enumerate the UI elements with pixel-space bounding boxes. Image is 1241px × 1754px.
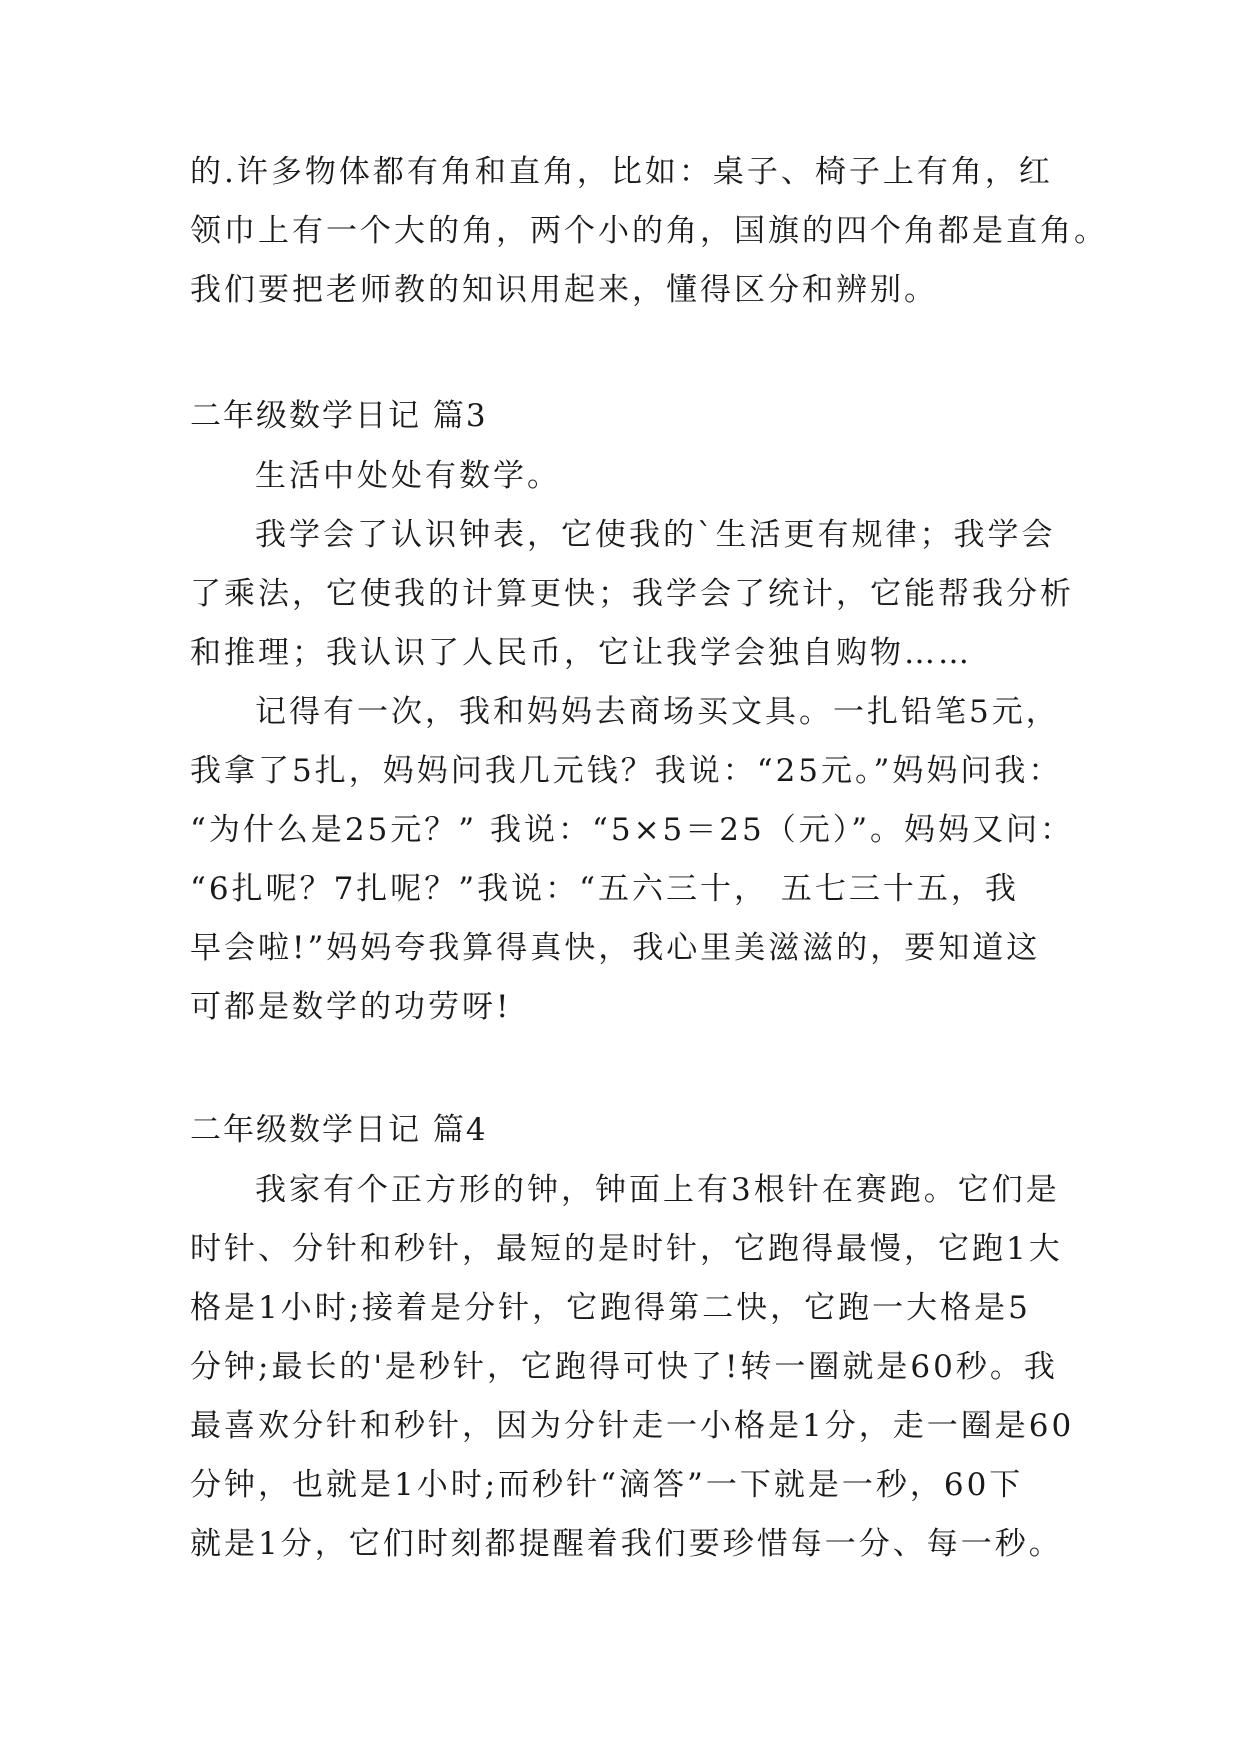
paragraph-line: “6扎呢？7扎呢？”我说：“五六三十， 五七三十五，我 — [190, 871, 1019, 907]
paragraph-line: 最喜欢分针和秒针，因为分针走一小格是1分，走一圈是60 — [190, 1408, 1075, 1444]
paragraph-line: 我学会了认识钟表，它使我的`生活更有规律；我学会 — [255, 517, 1056, 553]
paragraph-line: 记得有一次，我和妈妈去商场买文具。一扎铅笔5元， — [255, 694, 1060, 730]
paragraph-line: 领巾上有一个大的角，两个小的角，国旗的四个角都是直角。 — [190, 213, 1108, 249]
paragraph-line: “为什么是25元？” 我说：“5×5＝25（元）”。妈妈又问： — [190, 812, 1075, 848]
paragraph-line: 的.许多物体都有角和直角，比如：桌子、椅子上有角，红 — [190, 154, 1053, 190]
paragraph-line: 分钟，也就是1小时;而秒针“滴答”一下就是一秒，60下 — [190, 1467, 1024, 1503]
paragraph-line: 生活中处处有数学。 — [255, 458, 561, 494]
paragraph-line: 时针、分针和秒针，最短的是时针，它跑得最慢，它跑1大 — [190, 1231, 1063, 1267]
paragraph-line: 分钟;最长的'是秒针，它跑得可快了!转一圈就是60秒。我 — [190, 1349, 1058, 1385]
paragraph-line: 和推理；我认识了人民币，它让我学会独自购物…… — [190, 635, 972, 671]
paragraph-line: 了乘法，它使我的计算更快；我学会了统计，它能帮我分析 — [190, 576, 1074, 612]
paragraph-line: 早会啦!”妈妈夸我算得真快，我心里美滋滋的，要知道这 — [190, 930, 1041, 966]
paragraph-line: 可都是数学的功劳呀! — [190, 989, 512, 1025]
paragraph-line: 我家有个正方形的钟，钟面上有3根针在赛跑。它们是 — [255, 1172, 1060, 1208]
paragraph-line: 就是1分，它们时刻都提醒着我们要珍惜每一分、每一秒。 — [190, 1526, 1063, 1562]
paragraph-line: 我们要把老师教的知识用起来，懂得区分和辨别。 — [190, 272, 938, 308]
paragraph-line: 我拿了5扎，妈妈问我几元钱？我说：“25元。”妈妈问我： — [190, 753, 1063, 789]
section-heading-3: 二年级数学日记 篇3 — [190, 398, 488, 434]
section-heading-4: 二年级数学日记 篇4 — [190, 1112, 488, 1148]
paragraph-line: 格是1小时;接着是分针，它跑得第二快，它跑一大格是5 — [190, 1290, 1031, 1326]
